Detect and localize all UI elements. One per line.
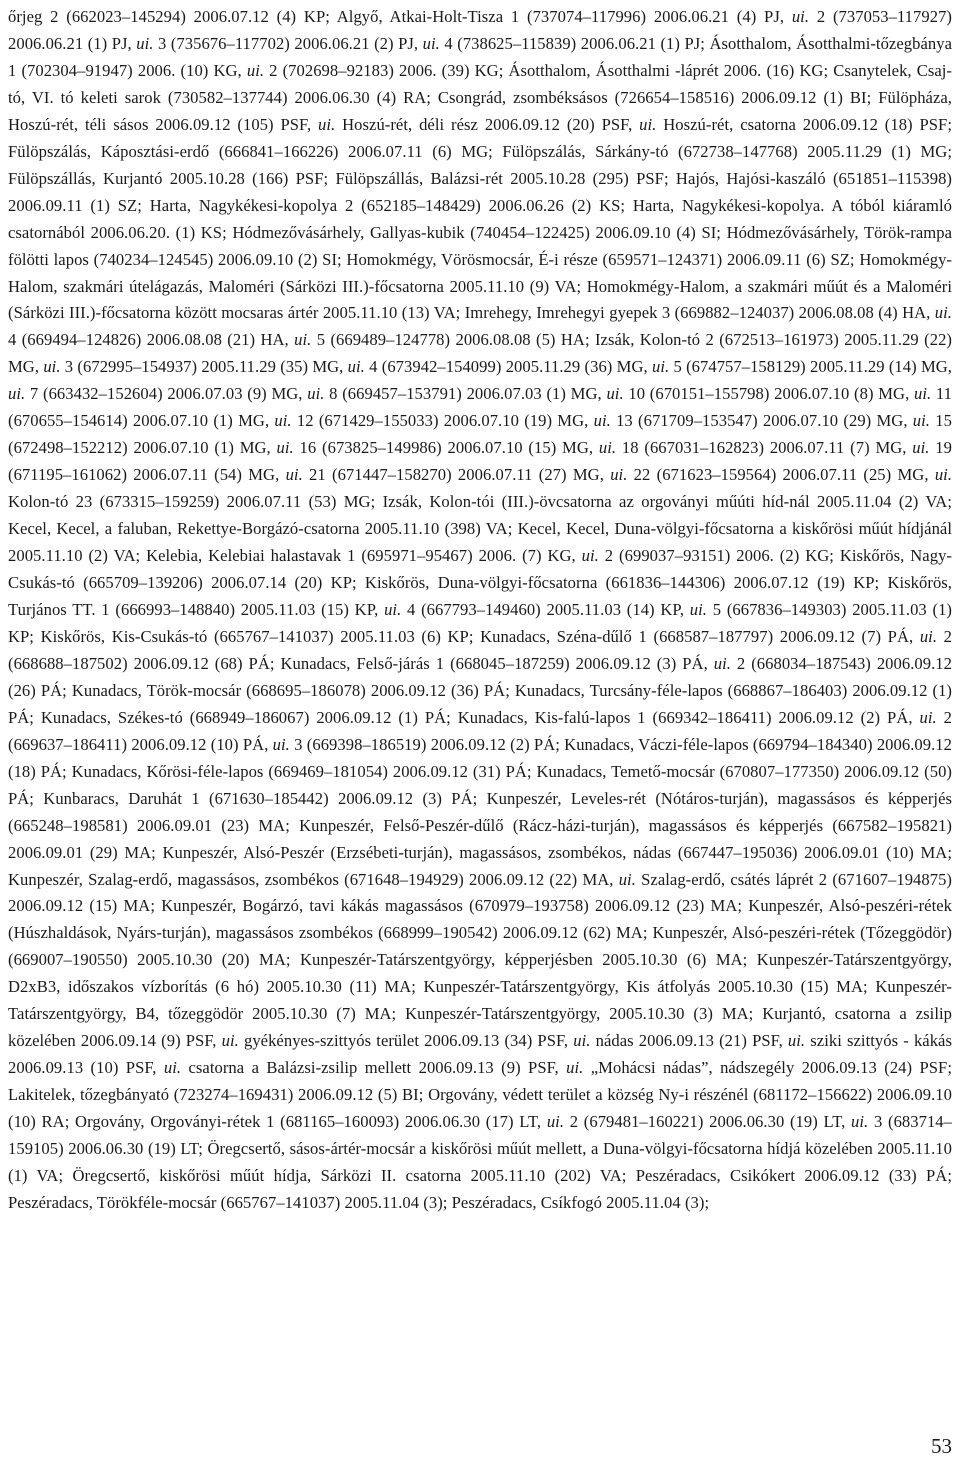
text-run: 4 (667793–149460) 2005.11.03 (14) KP, bbox=[401, 599, 690, 619]
text-run: 18 (667031–162823) 2006.07.11 (7) MG, bbox=[616, 438, 913, 458]
text-run: „Mohácsi nádas”, nádszegély 2006.09.13 (24) PSF; Lakitelek, tőzegbányató (723274–169431) 2006.09.12 (5) BI; Orgovány, védett terület a község Ny-i részénél (681172–156622) 2006.09.10 (10) RA; Orgovány, Orgoványi-rétek 1 (681165–160093) 2006.06.30 (17) LT, bbox=[8, 1058, 952, 1132]
italic-abbrev: ui. bbox=[791, 7, 810, 26]
text-run: 4 (738625–115839) 2006.06.21 (1) PJ; Ásotthalom, Ásotthalmi-tőzegbánya 1 (702304–91947) 2006. (10) KG, bbox=[8, 33, 952, 80]
text-run: nádas 2006.09.13 (21) PSF, bbox=[590, 1031, 788, 1051]
italic-abbrev: ui. bbox=[272, 734, 290, 754]
text-run: őrjeg 2 (662023–145294) 2006.07.12 (4) KP; Algyő, Atkai-Holt-Tisza 1 (737074–117996) 2006.06.21 (4) PJ, bbox=[8, 7, 792, 26]
italic-abbrev: ui. bbox=[422, 33, 440, 53]
text-run: Kolon-tó 23 (673315–159259) 2006.07.11 (53) MG; Izsák, Kolon-tói (III.)-övcsatorna az orgoványi műúti híd-nál 2005.11.04 (2) VA; Kecel, Kecel, a faluban, Rekettye-Borgázó-csatorna 2005.11.10 (398) VA; Kecel, Kecel, Duna-völgyi-főcsatorna a kiskőrösi műút hídjánál 2005.11.10 (2) VA; Kelebia, Kelebiai halastavak 1 (695971–95467) 2006. (7) KG, bbox=[8, 492, 952, 566]
italic-abbrev: ui. bbox=[787, 1031, 806, 1051]
italic-abbrev: ui. bbox=[294, 330, 312, 350]
italic-abbrev: ui. bbox=[136, 33, 154, 53]
text-run: Hoszú-rét, csatorna 2006.09.12 (18) PSF; Fülöpszálás, Káposztási-erdő (666841–166226) 2006.07.11 (6) MG; Fülöpszálás, Sárkány-tó (672738–147768) 2005.11.29 (1) MG; Fülöpszállás, Kurjantó 2005.10.28 (166) PSF; Fülöpszállás, Balázsi-rét 2005.10.28 (295) PSF; Hajós, Hajósi-kaszáló (651851–115398) 2006.09.11 (1) SZ; Harta, Nagykékesi-kopolya 2 (652185–148429) 2006.06.26 (2) KS; Harta, Nagykékesi-kopolya. A tóból kiáramló csatornából 2006.06.20. (1) KS; Hódmezővásárhely, Gallyas-kubik (740454–122425) 2006.09.10 (4) SI; Hódmezővásárhely, Török-rampa fölötti lapos (740234–124545) 2006.09.10 (2) SI; Homokmégy, Vörösmocsár, É-i része (659571–124371) 2006.09.11 (6) SZ; Homokmégy-Halom, szakmári útelágazás, Maloméri (Sárközi III.)-főcsatorna 2005.11.10 (9) VA; Homokmégy-Halom, a szakmári műút és a Maloméri (Sárközi III.)-főcsatorna között mocsaras ártér 2005.11.10 (13) VA; Imrehegy, Imrehegyi gyepek 3 (669882–124037) 2006.08.08 (4) HA, bbox=[8, 114, 952, 323]
text-run: 2 (699037–93151) 2006. (2) KG; Kiskőrös, Nagy-Csukás-tó (665709–139206) 2006.07.14 (20) KP; Kiskőrös, Duna-völgyi-főcsatorna (661836–144306) 2006.07.12 (19) KP; Kiskőrös, Turjános TT. 1 (666993–148840) 2005.11.03 (15) KP, bbox=[8, 546, 952, 619]
text-run: 2 (668034–187543) 2006.09.12 (26) PÁ; Kunadacs, Török-mocsár (668695–186078) 2006.09.12 (36) PÁ; Kunadacs, Turcsány-féle-lapos (668867–186403) 2006.09.12 (1) PÁ; Kunadacs, Székes-tó (668949–186067) 2006.09.12 (1) PÁ; Kunadacs, Kis-falú-lapos 1 (669342–186411) 2006.09.12 (2) PÁ, bbox=[8, 653, 952, 727]
italic-abbrev: ui. bbox=[934, 465, 953, 485]
italic-abbrev: ui. bbox=[689, 599, 707, 619]
italic-abbrev: ui. bbox=[851, 1112, 869, 1132]
italic-abbrev: ui. bbox=[8, 384, 26, 404]
italic-abbrev: ui. bbox=[639, 114, 657, 134]
text-run: 3 (683714–159105) 2006.06.30 (19) LT; Öregcsertő, sásos-ártér-mocsár a kiskőrösi műút mellett, a Duna-völgyi-főcsatorna hídjá közelében 2005.11.10 (1) VA; Öregcsertő, kiskőrösi műút hídja, Sárközi II. csatorna 2005.11.10 (202) VA; Peszéradacs, Csikókert 2006.09.12 (33) PÁ; Peszéradacs, Törökféle-mocsár (665767–141037) 2005.11.04 (3); Peszéradacs, Csíkfogó 2005.11.04 (3); bbox=[8, 1112, 953, 1212]
italic-abbrev: ui. bbox=[384, 599, 402, 619]
text-run: 11 (670655–154614) 2006.07.10 (1) MG, bbox=[8, 384, 953, 431]
italic-abbrev: ui. bbox=[919, 707, 937, 727]
text-run: 22 (671623–159564) 2006.07.11 (25) MG, bbox=[627, 465, 935, 485]
italic-abbrev: ui. bbox=[606, 384, 624, 404]
italic-abbrev: ui. bbox=[914, 384, 932, 404]
italic-abbrev: ui. bbox=[610, 465, 628, 485]
italic-abbrev: ui. bbox=[912, 438, 930, 458]
italic-abbrev: ui. bbox=[713, 653, 731, 673]
text-run: sziki szittyós - kákás 2006.09.13 (10) PSF, bbox=[8, 1031, 952, 1078]
text-run: 19 (671195–161062) 2006.07.11 (54) MG, bbox=[8, 438, 952, 485]
text-run: 12 (671429–155033) 2006.07.10 (19) MG, bbox=[291, 411, 594, 431]
text-run: 3 (672995–154937) 2005.11.29 (35) MG, bbox=[60, 357, 348, 377]
italic-abbrev: ui. bbox=[546, 1112, 565, 1132]
text-run: 10 (670151–155798) 2006.07.10 (8) MG, bbox=[623, 384, 914, 404]
italic-abbrev: ui. bbox=[276, 438, 294, 458]
text-run: csatorna a Balázsi-zsilip mellett 2006.09.13 (9) PSF, bbox=[181, 1058, 567, 1078]
text-run: 4 (673942–154099) 2005.11.29 (36) MG, bbox=[364, 357, 652, 377]
italic-abbrev: ui. bbox=[593, 411, 611, 431]
italic-abbrev: ui. bbox=[318, 114, 336, 134]
text-run: 7 (663432–152604) 2006.07.03 (9) MG, bbox=[25, 384, 308, 404]
italic-abbrev: ui. bbox=[651, 357, 670, 377]
italic-abbrev: ui. bbox=[573, 1031, 591, 1051]
text-run: 2 (737053–117927) 2006.06.21 (1) PJ, bbox=[8, 7, 952, 53]
italic-abbrev: ui. bbox=[307, 384, 325, 404]
body-paragraph bbox=[8, 4, 952, 1217]
italic-abbrev: ui. bbox=[618, 869, 636, 889]
text-run: Szalag-erdő, csátés láprét 2 (671607–194875) 2006.09.12 (15) MA; Kunpeszér, Bogárzó, tavi kákás magassásos (670979–193758) 2006.09.12 (23) MA; Kunpeszér, Alsó-peszéri-rétek (Húszhaldások, Nyárs-turján), magassásos zsombékos (668999–190542) 2006.09.12 (62) MA; Kunpeszér, Alsó-peszéri-rétek (Tőzeggödör) (669007–190550) 2005.10.30 (20) MA; Kunpeszér-Tatárszentgyörgy, képperjésben 2005.10.30 (6) MA; Kunpeszér-Tatárszentgyörgy, D2xB3, időszakos vízborítás (6 hó) 2005.10.30 (11) MA; Kunpeszér-Tatárszentgyörgy, Kis átfolyás 2005.10.30 (15) MA; Kunpeszér-Tatárszentgyörgy, B4, tőzeggödör 2005.10.30 (7) MA; Kunpeszér-Tatárszentgyörgy, 2005.10.30 (3) MA; Kurjantó, csatorna a zsilip közelében 2006.09.14 (9) PSF, bbox=[8, 869, 953, 1051]
text-run: 21 (671447–158270) 2006.07.11 (27) MG, bbox=[302, 465, 611, 485]
italic-abbrev: ui. bbox=[285, 465, 303, 485]
text-run: 16 (673825–149986) 2006.07.10 (15) MG, bbox=[293, 438, 599, 458]
italic-abbrev: ui. bbox=[919, 626, 938, 646]
text-run: 2 (702698–92183) 2006. (39) KG; Ásotthalom, Ásotthalmi -láprét 2006. (16) KG; Csanytelek, Csaj-tó, VI. tó keleti sarok (730582–137744) 2006.06.30 (4) RA; Csongrád, zsombéksásos (726654–158516) 2006.09.12 (1) BI; Fülöpháza, Hoszú-rét, téli sásos 2006.09.12 (105) PSF, bbox=[8, 60, 953, 134]
italic-abbrev: ui. bbox=[221, 1031, 239, 1051]
italic-abbrev: ui. bbox=[43, 357, 61, 377]
italic-abbrev: ui. bbox=[347, 357, 365, 377]
text-run: 2 (679481–160221) 2006.06.30 (19) LT, bbox=[564, 1112, 852, 1132]
italic-abbrev: ui. bbox=[274, 411, 292, 431]
italic-abbrev: ui. bbox=[598, 438, 617, 458]
text-run: 5 (674757–158129) 2005.11.29 (14) MG, bbox=[669, 357, 953, 377]
italic-abbrev: ui. bbox=[246, 60, 265, 80]
text-run: Hoszú-rét, déli rész 2006.09.12 (20) PSF, bbox=[335, 114, 640, 134]
page-number: 53 bbox=[931, 1434, 952, 1458]
italic-abbrev: ui. bbox=[163, 1058, 182, 1078]
text-run: 2 (669637–186411) 2006.09.12 (10) PÁ, bbox=[8, 707, 952, 754]
text-run: 4 (669494–124826) 2006.08.08 (21) HA, bbox=[8, 330, 295, 350]
text-run: 2 (668688–187502) 2006.09.12 (68) PÁ; Kunadacs, Felső-járás 1 (668045–187259) 2006.09.12 (3) PÁ, bbox=[8, 626, 952, 673]
text-run: 3 (669398–186519) 2006.09.12 (2) PÁ; Kunadacs, Váczi-féle-lapos (669794–184340) 2006.09.12 (18) PÁ; Kunadacs, Kőrösi-féle-lapos (669469–181054) 2006.09.12 (31) PÁ; Kunadacs, Temető-mocsár (670807–177350) 2006.09.12 (50) PÁ; Kunbaracs, Daruhát 1 (671630–185442) 2006.09.12 (3) PÁ; Kunpeszér, Leveles-rét (Nótáros-turján), magassásos és képperjés (665248–198581) 2006.09.01 (23) MA; Kunpeszér, Felső-Peszér-dűlő (Rácz-házi-turján), magassásos és képperjés (667582–195821) 2006.09.01 (29) MA; Kunpeszér, Alsó-Peszér (Erzsébeti-turján), magassásos, zsombékos, nádas (667447–195036) 2006.09.01 (10) MA; Kunpeszér, Szalag-erdő, magassásos, zsombékos (671648–194929) 2006.09.12 (22) MA, bbox=[8, 734, 952, 889]
italic-abbrev: ui. bbox=[581, 546, 599, 566]
text-run: 15 (672498–152212) 2006.07.10 (1) MG, bbox=[8, 411, 952, 458]
italic-abbrev: ui. bbox=[934, 303, 952, 323]
text-run: 5 (669489–124778) 2006.08.08 (5) HA; Izsák, Kolon-tó 2 (672513–161973) 2005.11.29 (22) MG, bbox=[8, 330, 952, 377]
text-run: 13 (671709–153547) 2006.07.10 (29) MG, bbox=[610, 411, 913, 431]
text-run: 5 (667836–149303) 2005.11.03 (1) KP; Kiskőrös, Kis-Csukás-tó (665767–141037) 2005.11.03 (6) KP; Kunadacs, Széna-dűlő 1 (668587–187797) 2006.09.12 (7) PÁ, bbox=[8, 599, 952, 646]
text-run: 3 (735676–117702) 2006.06.21 (2) PJ, bbox=[153, 33, 423, 53]
text-run: gyékényes-szittyós terület 2006.09.13 (34) PSF, bbox=[238, 1031, 574, 1051]
text-run: 8 (669457–153791) 2006.07.03 (1) MG, bbox=[324, 384, 607, 404]
italic-abbrev: ui. bbox=[566, 1058, 584, 1078]
italic-abbrev: ui. bbox=[912, 411, 931, 431]
